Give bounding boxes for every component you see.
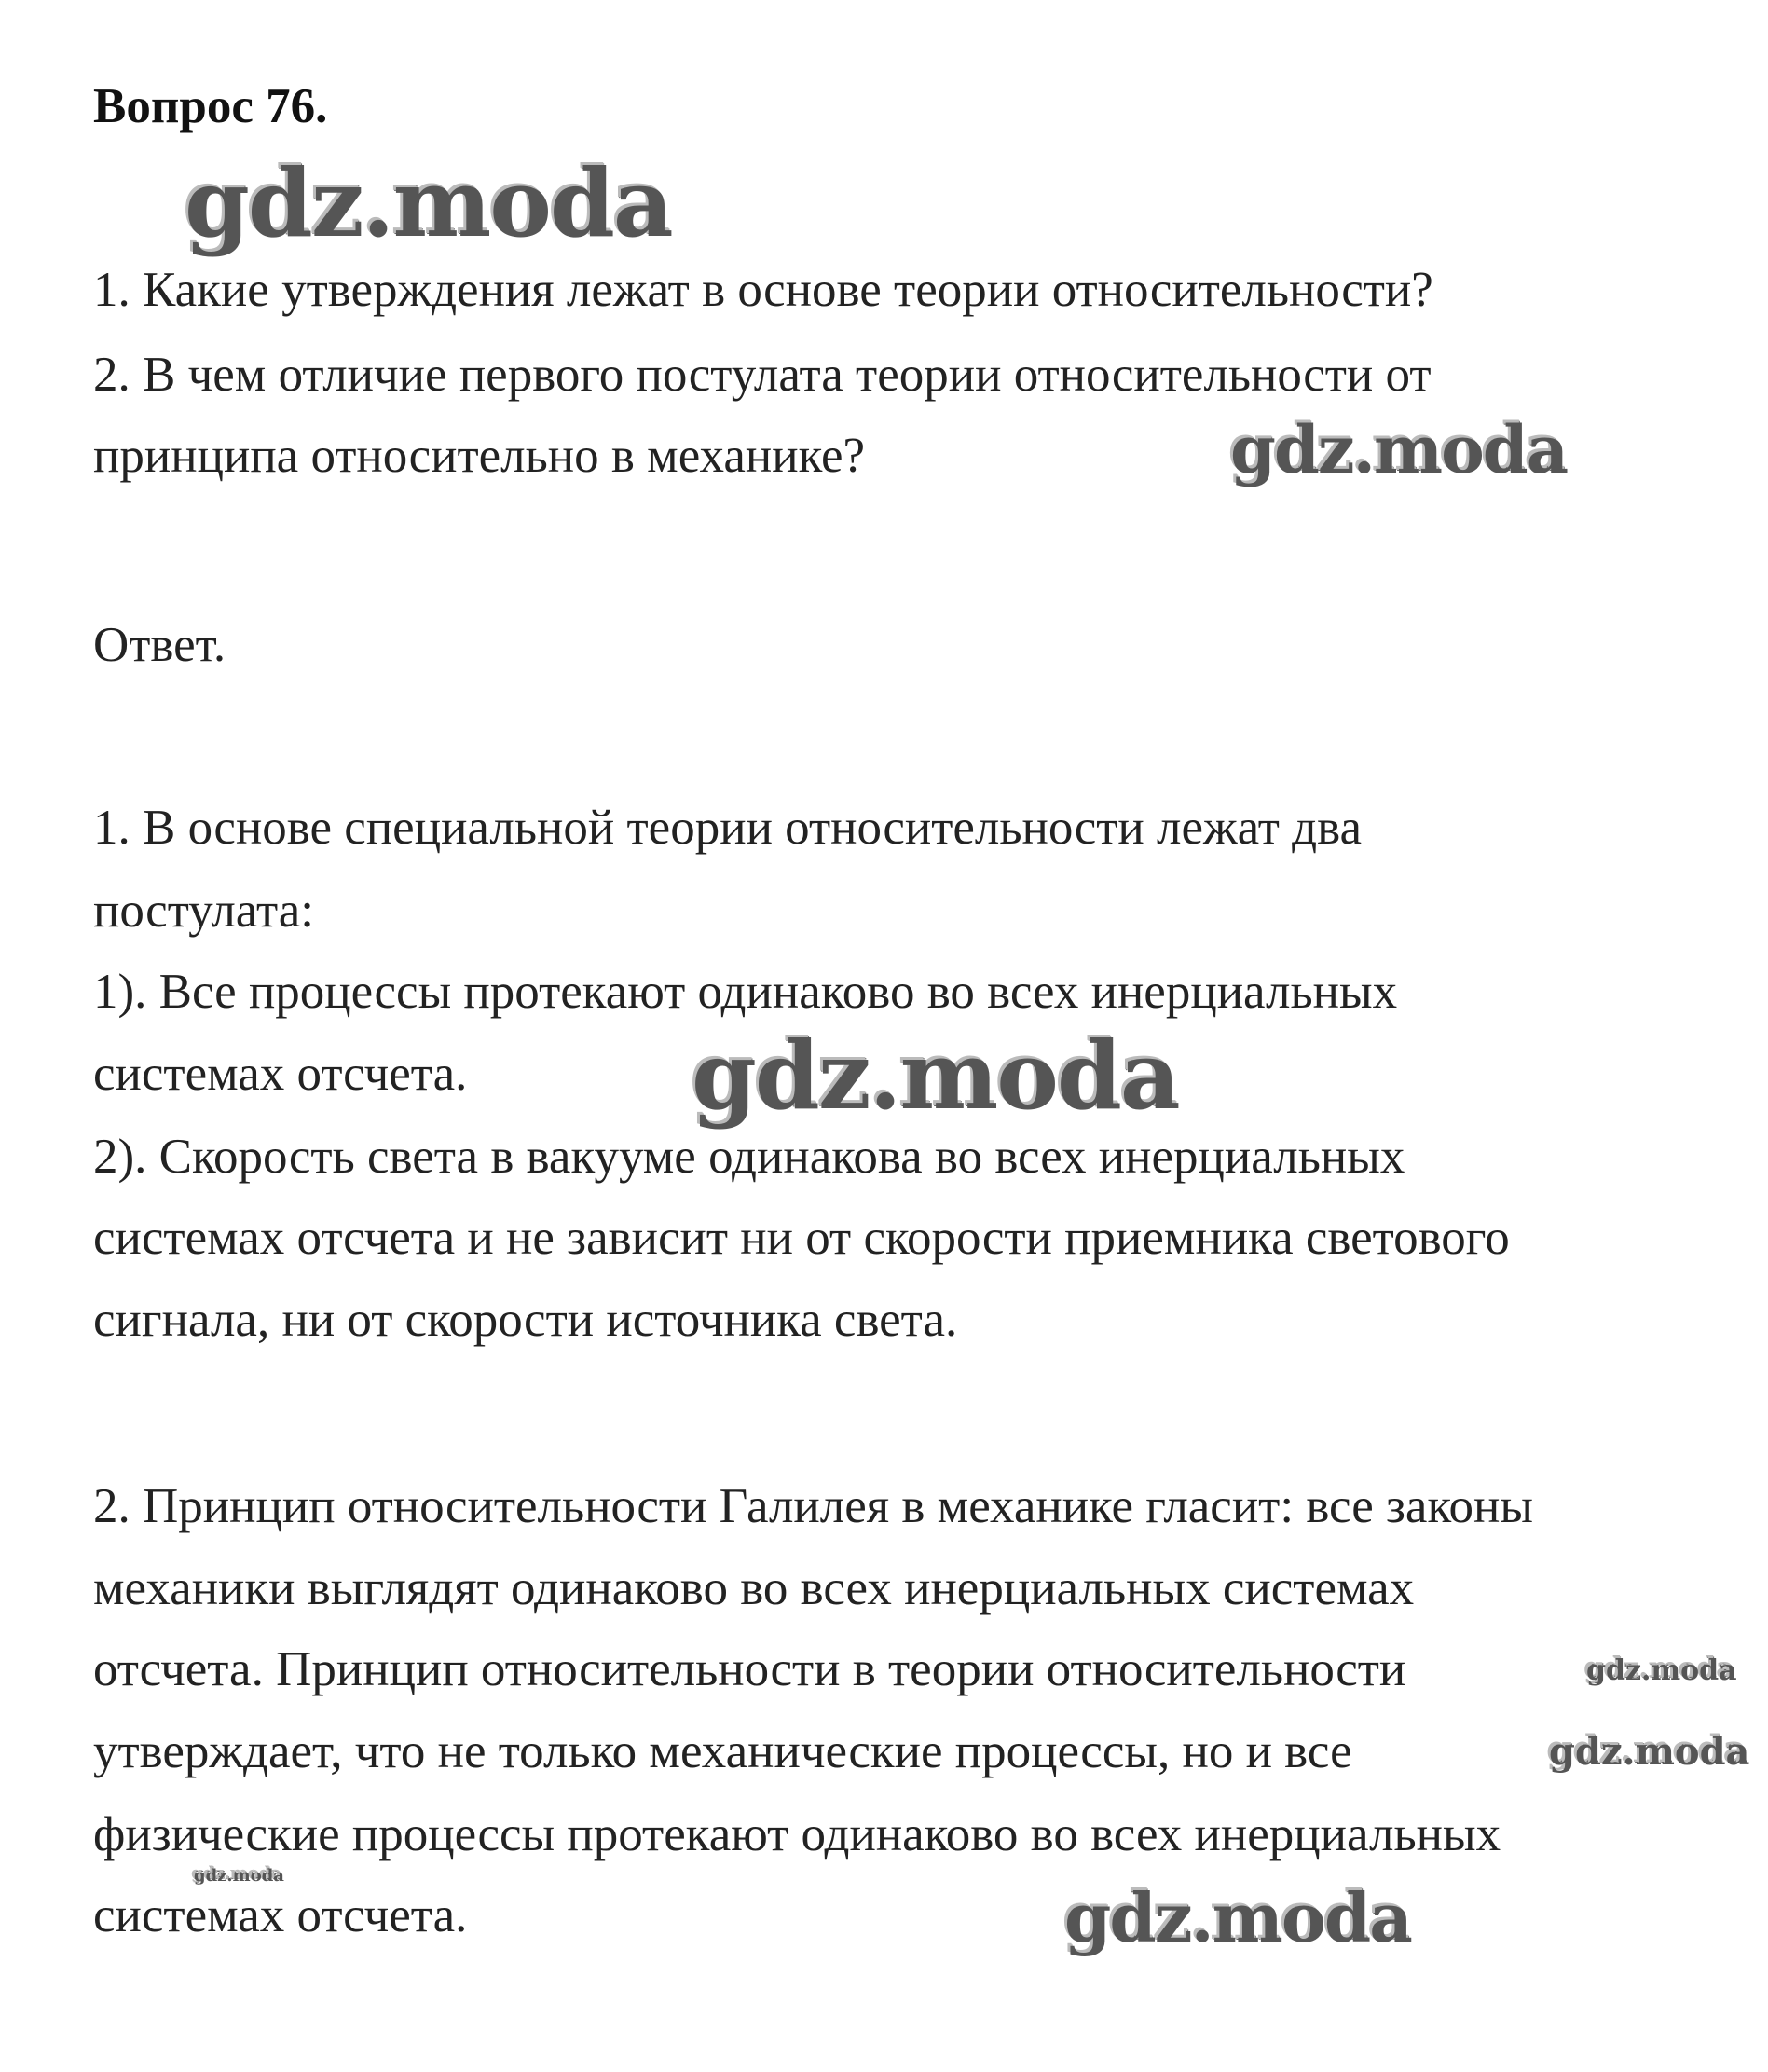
question-line: принципа относительно в механике? [93,429,866,483]
answer-line: системах отсчета и не зависит ни от скорости приемника светового [93,1211,1510,1265]
watermark-logo: gdz.moda [690,1019,1177,1129]
answer-line: сигнала, ни от скорости источника света. [93,1293,958,1347]
answer-line: 2). Скорость света в вакууме одинакова во всех инерциальных [93,1130,1405,1184]
answer-line: системах отсчета. [93,1047,468,1101]
watermark-logo: gdz.moda [1062,1876,1409,1955]
question-title: Вопрос 76. [93,79,328,133]
answer-line: 1. В основе специальной теории относительности лежат два [93,801,1362,855]
answer-line: физические процессы протекают одинаково во всех инерциальных [93,1807,1501,1861]
watermark-logo: gdz.moda [1228,409,1566,487]
answer-line: механики выглядят одинаково во всех инерциальных системах [93,1561,1415,1615]
watermark-logo: gdz.moda [183,146,670,256]
question-line: 1. Какие утверждения лежат в основе теории относительности? [93,263,1433,317]
question-line: 2. В чем отличие первого постулата теории относительности от [93,348,1432,402]
answer-line: 1). Все процессы протекают одинаково во всех инерциальных [93,965,1398,1019]
answer-line: отсчета. Принцип относительности в теории относительности [93,1642,1406,1696]
answer-line: утверждает, что не только механические процессы, но и все [93,1724,1352,1778]
watermark-logo: gdz.moda [192,1864,282,1884]
watermark-logo: gdz.moda [1547,1728,1748,1772]
answer-line: 2. Принцип относительности Галилея в механике гласит: все законы [93,1479,1533,1533]
watermark-logo: gdz.moda [1584,1653,1735,1685]
answer-label: Ответ. [93,618,226,672]
answer-line: постулата: [93,884,314,938]
answer-line: системах отсчета. [93,1888,468,1942]
